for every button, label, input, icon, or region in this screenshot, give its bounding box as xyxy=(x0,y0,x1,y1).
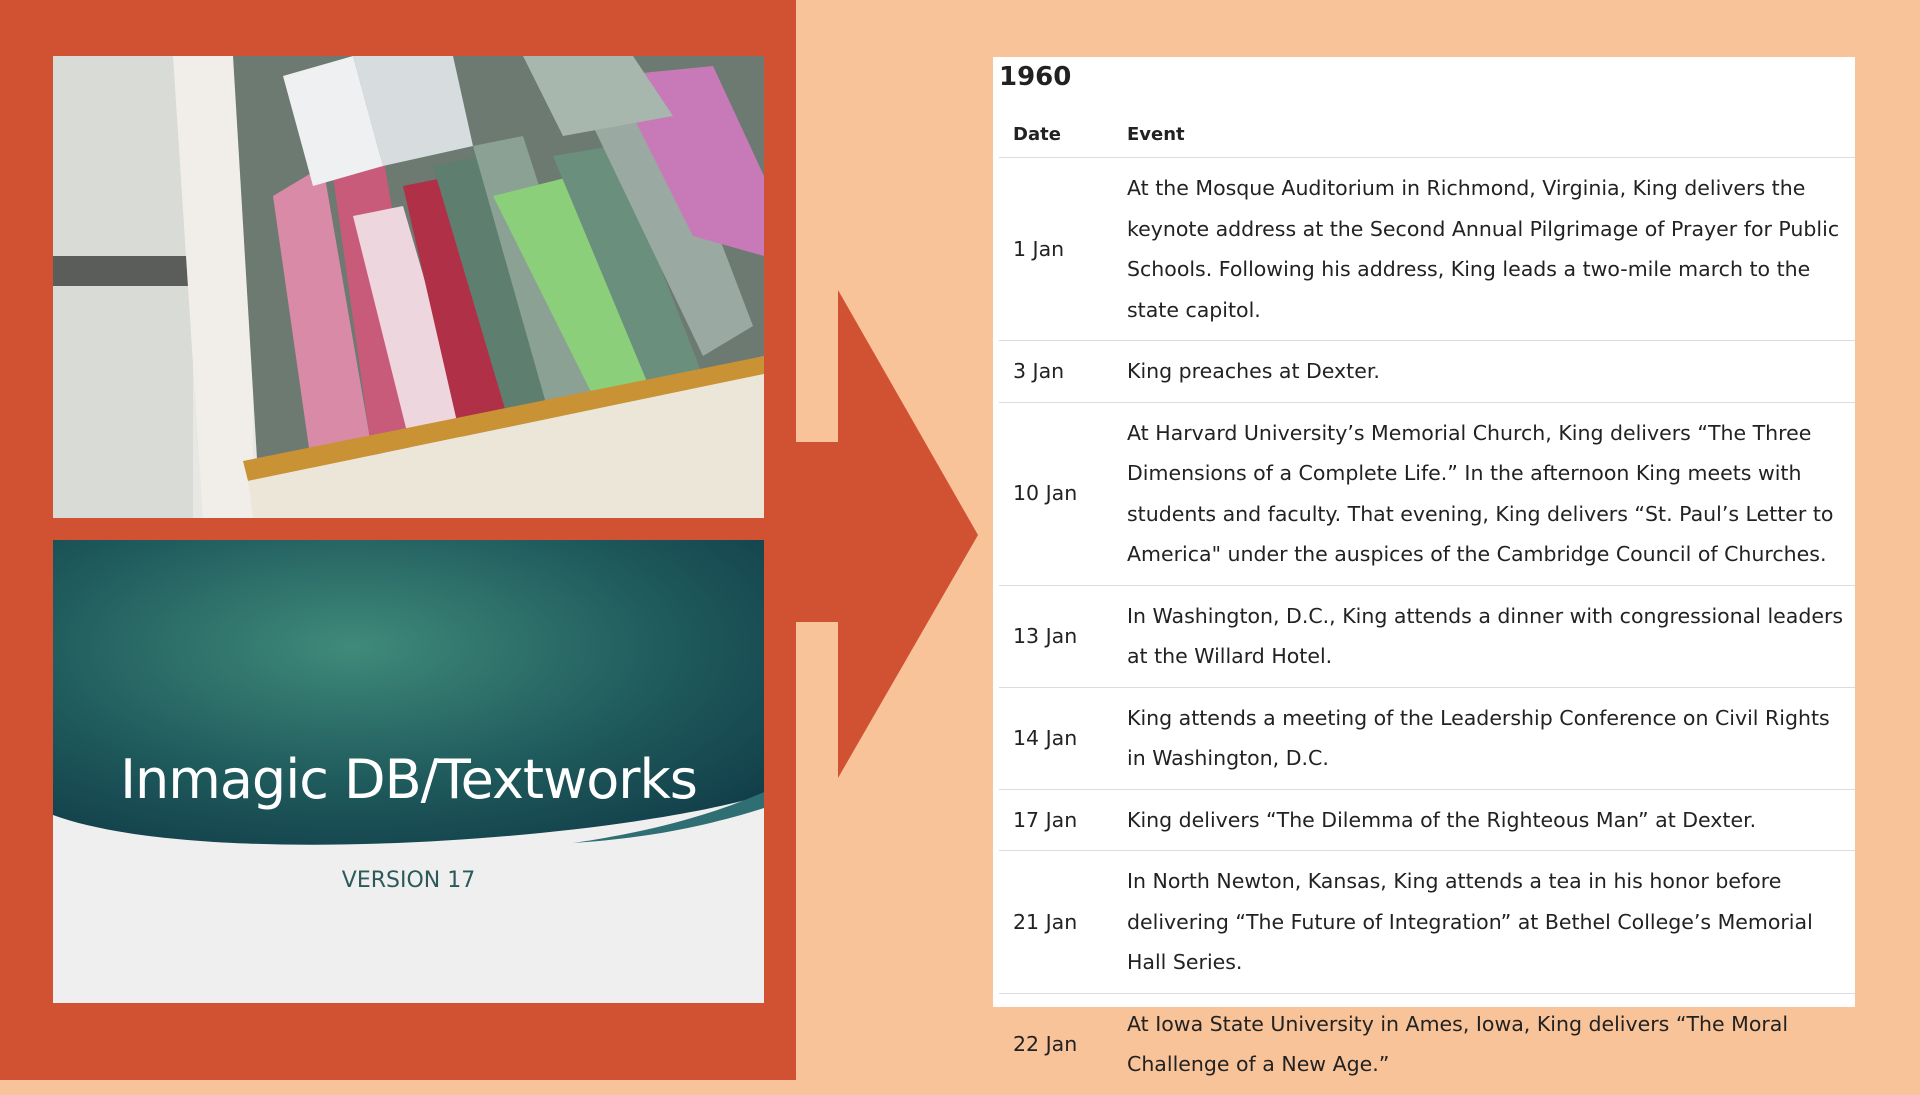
row-date: 21 Jan xyxy=(999,851,1113,994)
table-row xyxy=(999,158,1855,341)
timeline-table xyxy=(999,115,1855,1095)
row-date: 3 Jan xyxy=(999,341,1113,403)
row-event: At the Mosque Auditorium in Richmond, Virginia, King delivers the keynote address at the Second Annual Pilgrimage of Prayer for Public Schools. Following his address, King leads a two-mile march to the state capitol. xyxy=(1113,158,1855,341)
row-date: 10 Jan xyxy=(999,402,1113,585)
row-date: 14 Jan xyxy=(999,687,1113,789)
table-row xyxy=(999,789,1855,851)
table-header-row xyxy=(999,115,1855,158)
row-event: King attends a meeting of the Leadership Conference on Civil Rights in Washington, D.C. xyxy=(1113,687,1855,789)
file-drawer-photo xyxy=(53,56,764,518)
year-heading: 1960 xyxy=(999,62,1072,92)
slide-subtitle: VERSION 17 xyxy=(341,868,476,893)
table-row xyxy=(999,341,1855,403)
row-event: At Harvard University’s Memorial Church, King delivers “The Three Dimensions of a Complete Life.” In the afternoon King meets with students and faculty. That evening, King delivers “St. Paul’s Letter to America" under the auspices of the Cambridge Council of Churches. xyxy=(1113,402,1855,585)
slide-title: Inmagic DB/Textworks xyxy=(120,748,697,811)
timeline-table-card xyxy=(993,57,1855,1076)
date-column-header: Date xyxy=(999,115,1113,158)
row-date: 22 Jan xyxy=(1013,1031,1078,1056)
table-row xyxy=(999,585,1855,687)
row-date: 17 Jan xyxy=(999,789,1113,851)
row-event: In North Newton, Kansas, King attends a tea in his honor before delivering “The Future of Integration” at Bethel College’s Memorial Hall Series. xyxy=(1113,851,1855,994)
event-column-header: Event xyxy=(1113,115,1855,158)
table-row xyxy=(999,687,1855,789)
row-event: At Iowa State University in Ames, Iowa, King delivers “The Moral Challenge of a New Age.” xyxy=(1127,1011,1789,1076)
title-slide-thumbnail xyxy=(53,540,764,1003)
row-event: King delivers “The Dilemma of the Righteous Man” at Dexter. xyxy=(1113,789,1855,851)
row-event: King preaches at Dexter. xyxy=(1113,341,1855,403)
table-row xyxy=(999,993,1855,1095)
row-event: In Washington, D.C., King attends a dinner with congressional leaders at the Willard Hotel. xyxy=(1113,585,1855,687)
row-date: 13 Jan xyxy=(999,585,1113,687)
row-date: 1 Jan xyxy=(999,158,1113,341)
table-row xyxy=(999,402,1855,585)
table-row xyxy=(999,851,1855,994)
